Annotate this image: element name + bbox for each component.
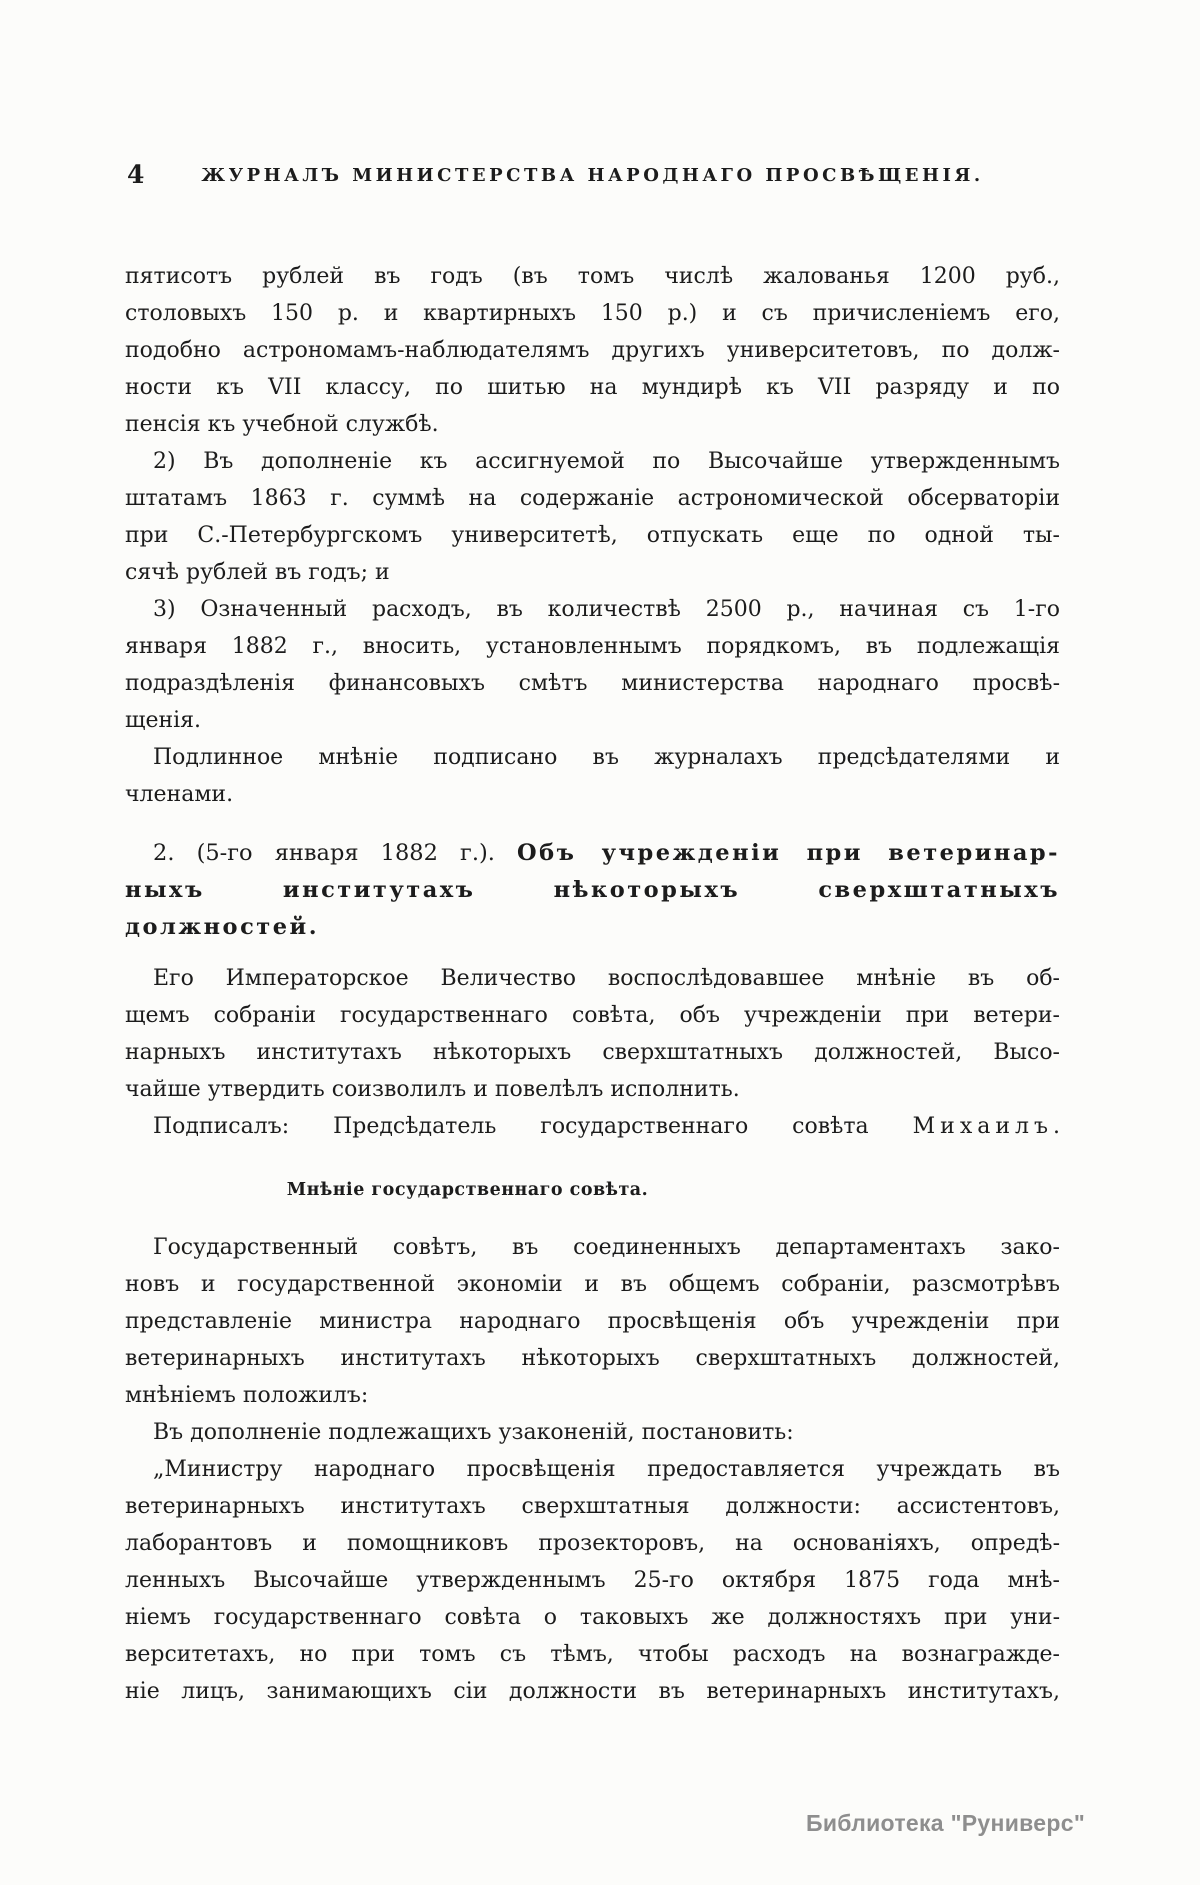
- paragraph: [125, 960, 1060, 1108]
- text-line: Государственный совѣтъ, въ соединенныхъ департаментахъ зако-: [153, 1235, 1060, 1260]
- paragraph: [125, 1451, 1060, 1710]
- paragraph: [125, 739, 1060, 813]
- text-line: Мнѣніе государственнаго совѣта.: [286, 1180, 649, 1200]
- page-number: 4: [127, 160, 145, 189]
- text-line: ности къ VII классу, по шитью на мундирѣ къ VII разряду и по: [125, 375, 1060, 400]
- library-watermark: Библиотека "Руниверс": [806, 1810, 1086, 1836]
- text-line: мнѣніемъ положилъ:: [125, 1383, 369, 1408]
- text-line: новъ и государственной экономіи и въ общемъ собраніи, разсмотрѣвъ: [125, 1272, 1060, 1297]
- text-line: января 1882 г., вносить, установленнымъ порядкомъ, въ подлежащія: [125, 634, 1060, 659]
- page-header: [125, 160, 1060, 200]
- text-line: ныхъ институтахъ нѣкоторыхъ сверхштатныхъ должностей.: [125, 877, 1060, 940]
- text-line: ветеринарныхъ институтахъ сверхштатныя должности: ассистентовъ,: [125, 1494, 1060, 1519]
- paragraph: [125, 1108, 1060, 1145]
- text-line: Его Императорское Величество воспослѣдовавшее мнѣніе въ об-: [153, 966, 1060, 991]
- text-line: Подписалъ: Предсѣдатель государственнаго совѣта Михаилъ.: [153, 1114, 1060, 1139]
- text-line: пенсія къ учебной службѣ.: [125, 412, 439, 437]
- text-line: 2) Въ дополненіе къ ассигнуемой по Высочайше утвержденнымъ: [153, 449, 1060, 474]
- text-line: ленныхъ Высочайше утвержденнымъ 25-го октября 1875 года мнѣ-: [125, 1568, 1060, 1593]
- text-line: при С.-Петербургскомъ университетѣ, отпускать еще по одной ты-: [125, 523, 1060, 548]
- text-line: лаборантовъ и помощниковъ прозекторовъ, на основаніяхъ, опредѣ-: [125, 1531, 1060, 1556]
- text-line: представленіе министра народнаго просвѣщенія объ учрежденіи при: [125, 1309, 1060, 1334]
- paragraph: [125, 258, 1060, 443]
- section-heading: [125, 835, 1060, 946]
- text-line: нарныхъ институтахъ нѣкоторыхъ сверхштатныхъ должностей, Высо-: [125, 1040, 1060, 1065]
- paragraph: [125, 591, 1060, 739]
- text-line: штатамъ 1863 г. суммѣ на содержаніе астрономической обсерваторіи: [125, 486, 1060, 511]
- text-line: „Министру народнаго просвѣщенія предоставляется учреждать въ: [153, 1457, 1060, 1482]
- paragraph: [125, 1414, 1060, 1451]
- text-line: ніе лицъ, занимающихъ сіи должности въ ветеринарныхъ институтахъ,: [125, 1679, 1060, 1704]
- text-line: 2. (5-го января 1882 г.). Объ учрежденіи при ветеринар-: [153, 840, 1060, 866]
- text-column: [125, 258, 1060, 1710]
- text-line: щемъ собраніи государственнаго совѣта, объ учрежденіи при ветери-: [125, 1003, 1060, 1028]
- text-line: подобно астрономамъ-наблюдателямъ другихъ университетовъ, по долж-: [125, 338, 1060, 363]
- text-line: сячѣ рублей въ годъ; и: [125, 560, 390, 585]
- text-line: чайше утвердить соизволилъ и повелѣлъ исполнить.: [125, 1077, 740, 1102]
- journal-title: ЖУРНАЛЪ МИНИСТЕРСТВА НАРОДНАГО ПРОСВѢЩЕНІЯ.: [201, 165, 984, 186]
- text-line: членами.: [125, 782, 234, 807]
- text-line: 3) Означенный расходъ, въ количествѣ 2500 р., начиная съ 1-го: [153, 597, 1060, 622]
- text-line: верситетахъ, но при томъ съ тѣмъ, чтобы расходъ на вознагражде-: [125, 1642, 1060, 1667]
- paragraph: [125, 1229, 1060, 1414]
- text-line: щенія.: [125, 708, 202, 733]
- text-line: Подлинное мнѣніе подписано въ журналахъ предсѣдателями и: [153, 745, 1060, 770]
- paragraph: [125, 443, 1060, 591]
- text-line: пятисотъ рублей въ годъ (въ томъ числѣ жалованья 1200 руб.,: [125, 264, 1060, 289]
- text-line: ніемъ государственнаго совѣта о таковыхъ же должностяхъ при уни-: [125, 1605, 1060, 1630]
- centered-heading: [125, 1172, 1060, 1209]
- text-line: столовыхъ 150 р. и квартирныхъ 150 р.) и съ причисленіемъ его,: [125, 301, 1060, 326]
- text-line: ветеринарныхъ институтахъ нѣкоторыхъ сверхштатныхъ должностей,: [125, 1346, 1060, 1371]
- text-line: подраздѣленія финансовыхъ смѣтъ министерства народнаго просвѣ-: [125, 671, 1060, 696]
- text-line: Въ дополненіе подлежащихъ узаконеній, постановить:: [153, 1420, 794, 1445]
